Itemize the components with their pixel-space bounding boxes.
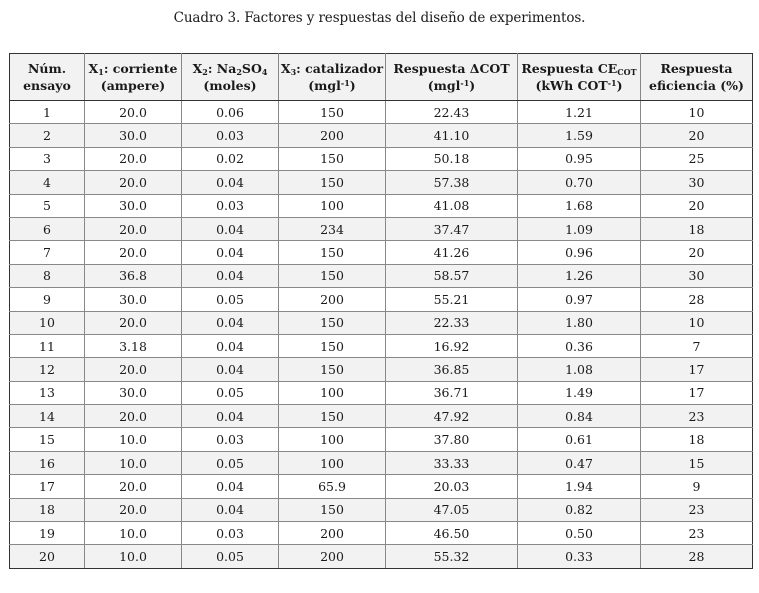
- cell-run-number: 3: [10, 147, 85, 170]
- cell-efficiency: 20: [641, 241, 753, 264]
- cell-efficiency: 23: [641, 522, 753, 545]
- cell-efficiency: 30: [641, 171, 753, 194]
- cell-sodium-sulfate: 0.02: [182, 147, 279, 170]
- cell-delta-cot: 22.43: [386, 101, 518, 124]
- header-text: (mgl$^{-1}$): [427, 78, 476, 93]
- cell-efficiency: 17: [641, 381, 753, 404]
- cell-catalyst: 200: [279, 545, 386, 568]
- cell-sodium-sulfate: 0.04: [182, 311, 279, 334]
- cell-delta-cot: 50.18: [386, 147, 518, 170]
- cell-run-number: 6: [10, 217, 85, 240]
- cell-sodium-sulfate: 0.04: [182, 264, 279, 287]
- header-text: (moles): [203, 78, 257, 93]
- cell-run-number: 10: [10, 311, 85, 334]
- cell-sodium-sulfate: 0.03: [182, 522, 279, 545]
- header-text: Respuesta: [660, 61, 733, 76]
- cell-efficiency: 20: [641, 124, 753, 147]
- cell-efficiency: 23: [641, 498, 753, 521]
- cell-energy-consumption: 0.95: [518, 147, 641, 170]
- header-row: [10, 54, 753, 101]
- cell-energy-consumption: 0.70: [518, 171, 641, 194]
- cell-energy-consumption: 0.36: [518, 334, 641, 357]
- header-current: [85, 54, 182, 101]
- cell-current: 20.0: [85, 311, 182, 334]
- header-text: $X_2$: $Na_2SO_4$: [192, 61, 268, 77]
- header-text: (kWh $COT^{-1}$): [535, 78, 623, 93]
- cell-energy-consumption: 0.97: [518, 288, 641, 311]
- cell-current: 20.0: [85, 475, 182, 498]
- cell-delta-cot: 22.33: [386, 311, 518, 334]
- cell-delta-cot: 58.57: [386, 264, 518, 287]
- cell-efficiency: 28: [641, 288, 753, 311]
- table-row: [10, 147, 753, 170]
- cell-run-number: 17: [10, 475, 85, 498]
- cell-run-number: 13: [10, 381, 85, 404]
- cell-sodium-sulfate: 0.03: [182, 428, 279, 451]
- cell-current: 30.0: [85, 194, 182, 217]
- table-row: [10, 545, 753, 568]
- cell-efficiency: 7: [641, 334, 753, 357]
- experiment-table: [9, 53, 753, 569]
- cell-run-number: 5: [10, 194, 85, 217]
- table-row: [10, 241, 753, 264]
- cell-run-number: 2: [10, 124, 85, 147]
- cell-run-number: 18: [10, 498, 85, 521]
- cell-efficiency: 18: [641, 428, 753, 451]
- cell-energy-consumption: 0.47: [518, 451, 641, 474]
- cell-delta-cot: 36.85: [386, 358, 518, 381]
- cell-catalyst: 100: [279, 381, 386, 404]
- cell-run-number: 14: [10, 405, 85, 428]
- header-energy-consumption: [518, 54, 641, 101]
- cell-energy-consumption: 0.50: [518, 522, 641, 545]
- cell-run-number: 9: [10, 288, 85, 311]
- header-run-number: [10, 54, 85, 101]
- cell-sodium-sulfate: 0.05: [182, 451, 279, 474]
- cell-sodium-sulfate: 0.04: [182, 358, 279, 381]
- cell-delta-cot: 33.33: [386, 451, 518, 474]
- cell-catalyst: 150: [279, 358, 386, 381]
- cell-delta-cot: 37.47: [386, 217, 518, 240]
- cell-delta-cot: 36.71: [386, 381, 518, 404]
- cell-current: 20.0: [85, 147, 182, 170]
- cell-sodium-sulfate: 0.03: [182, 194, 279, 217]
- cell-current: 20.0: [85, 101, 182, 124]
- cell-energy-consumption: 1.49: [518, 381, 641, 404]
- cell-delta-cot: 37.80: [386, 428, 518, 451]
- cell-catalyst: 150: [279, 405, 386, 428]
- cell-delta-cot: 57.38: [386, 171, 518, 194]
- cell-sodium-sulfate: 0.03: [182, 124, 279, 147]
- cell-efficiency: 18: [641, 217, 753, 240]
- cell-catalyst: 65.9: [279, 475, 386, 498]
- cell-energy-consumption: 1.08: [518, 358, 641, 381]
- cell-sodium-sulfate: 0.04: [182, 241, 279, 264]
- table-row: [10, 311, 753, 334]
- cell-sodium-sulfate: 0.05: [182, 381, 279, 404]
- cell-efficiency: 17: [641, 358, 753, 381]
- cell-sodium-sulfate: 0.04: [182, 498, 279, 521]
- cell-energy-consumption: 1.26: [518, 264, 641, 287]
- table-row: [10, 217, 753, 240]
- cell-current: 20.0: [85, 217, 182, 240]
- cell-run-number: 4: [10, 171, 85, 194]
- cell-delta-cot: 47.05: [386, 498, 518, 521]
- cell-catalyst: 100: [279, 428, 386, 451]
- cell-current: 36.8: [85, 264, 182, 287]
- cell-efficiency: 28: [641, 545, 753, 568]
- table-row: [10, 522, 753, 545]
- cell-catalyst: 150: [279, 101, 386, 124]
- cell-current: 20.0: [85, 241, 182, 264]
- cell-run-number: 11: [10, 334, 85, 357]
- cell-efficiency: 25: [641, 147, 753, 170]
- cell-energy-consumption: 0.84: [518, 405, 641, 428]
- table-row: [10, 194, 753, 217]
- table-row: [10, 171, 753, 194]
- table-row: [10, 264, 753, 287]
- cell-delta-cot: 20.03: [386, 475, 518, 498]
- cell-delta-cot: 41.26: [386, 241, 518, 264]
- cell-sodium-sulfate: 0.04: [182, 475, 279, 498]
- cell-energy-consumption: 1.68: [518, 194, 641, 217]
- header-text: Respuesta $CE_{COT}$: [521, 61, 637, 77]
- header-text: (mgl$^{-1}$): [308, 78, 356, 93]
- table-row: [10, 288, 753, 311]
- cell-catalyst: 150: [279, 498, 386, 521]
- table-row: [10, 428, 753, 451]
- table-row: [10, 334, 753, 357]
- cell-catalyst: 150: [279, 241, 386, 264]
- header-catalyst: [279, 54, 386, 101]
- cell-energy-consumption: 0.33: [518, 545, 641, 568]
- header-text: (ampere): [100, 78, 166, 93]
- header-text: Núm.: [27, 61, 67, 76]
- cell-delta-cot: 55.32: [386, 545, 518, 568]
- cell-delta-cot: 41.10: [386, 124, 518, 147]
- cell-energy-consumption: 0.82: [518, 498, 641, 521]
- header-efficiency: [641, 54, 753, 101]
- cell-catalyst: 234: [279, 217, 386, 240]
- cell-energy-consumption: 0.61: [518, 428, 641, 451]
- cell-delta-cot: 16.92: [386, 334, 518, 357]
- cell-efficiency: 20: [641, 194, 753, 217]
- header-text: $X_1$: corriente: [88, 61, 178, 77]
- cell-delta-cot: 41.08: [386, 194, 518, 217]
- cell-current: 30.0: [85, 381, 182, 404]
- table-caption: Cuadro 3. Factores y respuestas del diseño de experimentos.: [173, 10, 586, 26]
- cell-sodium-sulfate: 0.04: [182, 217, 279, 240]
- cell-energy-consumption: 1.80: [518, 311, 641, 334]
- table-row: [10, 498, 753, 521]
- cell-energy-consumption: 1.09: [518, 217, 641, 240]
- cell-current: 10.0: [85, 451, 182, 474]
- cell-current: 30.0: [85, 124, 182, 147]
- cell-current: 20.0: [85, 171, 182, 194]
- cell-delta-cot: 47.92: [386, 405, 518, 428]
- cell-run-number: 15: [10, 428, 85, 451]
- cell-catalyst: 100: [279, 451, 386, 474]
- cell-sodium-sulfate: 0.05: [182, 545, 279, 568]
- header-text: eficiencia (%): [649, 78, 744, 93]
- cell-current: 3.18: [85, 334, 182, 357]
- cell-catalyst: 100: [279, 194, 386, 217]
- cell-efficiency: 10: [641, 101, 753, 124]
- cell-efficiency: 9: [641, 475, 753, 498]
- header-text: Respuesta ΔCOT: [393, 61, 510, 76]
- cell-current: 10.0: [85, 522, 182, 545]
- cell-run-number: 20: [10, 545, 85, 568]
- table-row: [10, 405, 753, 428]
- cell-catalyst: 150: [279, 311, 386, 334]
- cell-current: 20.0: [85, 405, 182, 428]
- cell-sodium-sulfate: 0.04: [182, 171, 279, 194]
- cell-sodium-sulfate: 0.06: [182, 101, 279, 124]
- cell-current: 20.0: [85, 498, 182, 521]
- header-delta-cot: [386, 54, 518, 101]
- cell-current: 30.0: [85, 288, 182, 311]
- header-text: $X_3$: catalizador: [280, 61, 384, 77]
- cell-sodium-sulfate: 0.04: [182, 334, 279, 357]
- cell-run-number: 19: [10, 522, 85, 545]
- cell-current: 10.0: [85, 545, 182, 568]
- cell-catalyst: 150: [279, 147, 386, 170]
- table-body: [10, 101, 753, 569]
- cell-energy-consumption: 1.94: [518, 475, 641, 498]
- cell-catalyst: 200: [279, 522, 386, 545]
- cell-efficiency: 15: [641, 451, 753, 474]
- cell-energy-consumption: 0.96: [518, 241, 641, 264]
- cell-current: 20.0: [85, 358, 182, 381]
- cell-energy-consumption: 1.59: [518, 124, 641, 147]
- cell-run-number: 12: [10, 358, 85, 381]
- cell-delta-cot: 46.50: [386, 522, 518, 545]
- cell-efficiency: 23: [641, 405, 753, 428]
- table-row: [10, 381, 753, 404]
- table-row: [10, 358, 753, 381]
- table-row: [10, 124, 753, 147]
- cell-sodium-sulfate: 0.04: [182, 405, 279, 428]
- cell-run-number: 8: [10, 264, 85, 287]
- cell-current: 10.0: [85, 428, 182, 451]
- header-text: ensayo: [23, 78, 71, 93]
- cell-delta-cot: 55.21: [386, 288, 518, 311]
- cell-efficiency: 30: [641, 264, 753, 287]
- cell-catalyst: 150: [279, 264, 386, 287]
- cell-catalyst: 150: [279, 334, 386, 357]
- table-row: [10, 101, 753, 124]
- cell-efficiency: 10: [641, 311, 753, 334]
- cell-catalyst: 200: [279, 288, 386, 311]
- cell-run-number: 1: [10, 101, 85, 124]
- table-row: [10, 451, 753, 474]
- cell-run-number: 7: [10, 241, 85, 264]
- cell-run-number: 16: [10, 451, 85, 474]
- cell-energy-consumption: 1.21: [518, 101, 641, 124]
- header-sodium-sulfate: [182, 54, 279, 101]
- cell-catalyst: 200: [279, 124, 386, 147]
- cell-sodium-sulfate: 0.05: [182, 288, 279, 311]
- table-row: [10, 475, 753, 498]
- cell-catalyst: 150: [279, 171, 386, 194]
